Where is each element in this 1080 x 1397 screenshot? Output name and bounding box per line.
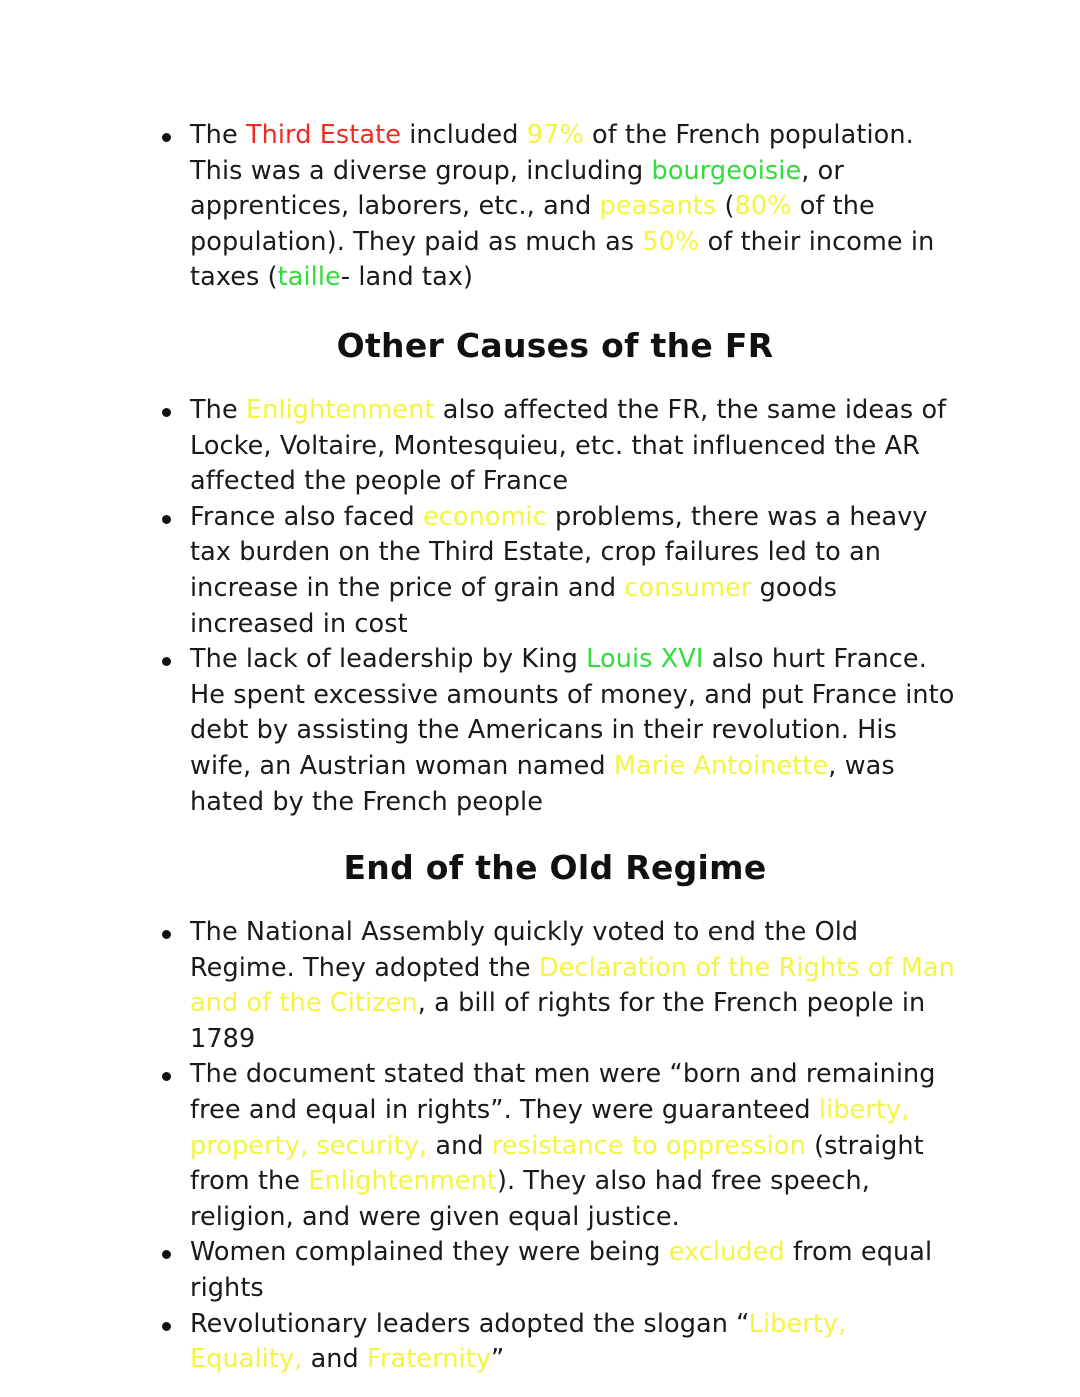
highlight-run-yellow: Enlightenment	[245, 394, 435, 425]
text-run: also hurt France. He spent excessive amounts of money, and put France into debt by assisting the Americans in their revolution. His wife, an Austrian woman named	[190, 644, 955, 781]
spacer	[150, 296, 960, 326]
text-run: The	[190, 120, 246, 150]
text-run: and	[427, 1130, 492, 1161]
highlight-run-yellow: economic	[423, 501, 547, 532]
notes-content	[150, 118, 960, 1378]
bullet-item-national-assembly	[150, 915, 960, 1057]
text-run: included	[401, 120, 527, 150]
highlight-run-red: Third Estate	[245, 120, 401, 150]
text-run: The	[190, 394, 246, 425]
text-run: ”	[491, 1344, 505, 1375]
highlight-run-yellow: peasants	[599, 191, 717, 222]
text-run: goods increased in cost	[190, 572, 837, 639]
text-run: of the French population. This was a diverse group, including	[190, 120, 914, 186]
bullet-item-slogan	[150, 1307, 960, 1378]
text-run: of their income in taxes (	[190, 226, 935, 293]
spacer	[150, 820, 960, 848]
text-run: (	[716, 191, 735, 222]
highlight-run-yellow: 97%	[526, 120, 584, 150]
spacer	[150, 887, 960, 915]
highlight-run-yellow: Enlightenment	[308, 1166, 497, 1197]
highlight-run-green: Louis XVI	[586, 644, 704, 675]
text-run: ). They also had free speech, religion, and were given equal justice.	[190, 1166, 870, 1232]
bullet-item-document-rights	[150, 1057, 960, 1235]
highlight-run-yellow: liberty,	[818, 1095, 910, 1126]
highlight-run-yellow: Equality,	[190, 1344, 303, 1375]
text-run: , was hated by the French people	[190, 750, 895, 817]
bullet-list	[150, 118, 960, 296]
highlight-run-yellow: 80%	[734, 191, 792, 222]
text-run: of the population). They paid as much as	[190, 191, 875, 257]
text-run: also affected the FR, the same ideas of Locke, Voltaire, Montesquieu, etc. that influenced the AR affected the people of France	[190, 394, 947, 497]
highlight-run-green: bourgeoisie	[651, 155, 802, 186]
text-run: , or apprentices, laborers, etc., and	[190, 155, 844, 222]
highlight-run-yellow: Declaration of the Rights of Man and of the Citizen	[190, 952, 955, 1019]
highlight-run-yellow: property,	[190, 1130, 309, 1161]
text-run: - land tax)	[340, 262, 474, 293]
bullet-list	[150, 393, 960, 820]
text-run: and	[302, 1344, 368, 1375]
highlight-run-yellow: Marie Antoinette	[613, 750, 829, 781]
text-run: The lack of leadership by King	[190, 644, 587, 675]
text-run: Revolutionary leaders adopted the slogan “	[190, 1308, 749, 1339]
text-run: problems, there was a heavy tax burden on the Third Estate, crop failures led to an increase in the price of grain and	[190, 501, 928, 603]
bullet-item-women-excluded	[150, 1235, 960, 1306]
bullet-item-enlightenment	[150, 393, 960, 500]
text-run: The document stated that men were “born and remaining free and equal in rights”. They were guaranteed	[190, 1059, 936, 1126]
highlight-run-yellow: 50%	[642, 226, 700, 257]
text-run: The National Assembly quickly voted to end the Old Regime. They adopted the	[190, 917, 859, 983]
highlight-run-yellow: consumer	[624, 572, 752, 603]
section-heading-other-causes: Other Causes of the FR	[336, 325, 774, 365]
highlight-run-green: taille	[277, 262, 341, 293]
text-run: (straight from the	[190, 1130, 924, 1197]
highlight-run-yellow: excluded	[668, 1237, 785, 1268]
highlight-run-yellow: resistance to oppression	[491, 1130, 806, 1161]
text-run: Women complained they were being	[190, 1237, 669, 1268]
bullet-item-third-estate	[150, 118, 960, 296]
bullet-list	[150, 915, 960, 1378]
bullet-item-economic-problems	[150, 500, 960, 642]
text-run: , a bill of rights for the French people in 1789	[190, 988, 926, 1054]
section-heading-end-old-regime: End of the Old Regime	[343, 848, 767, 888]
highlight-run-yellow: security,	[316, 1130, 428, 1161]
highlight-run-yellow: Liberty,	[748, 1308, 847, 1339]
bullet-item-king-louis	[150, 642, 960, 820]
spacer	[150, 365, 960, 393]
text-run: France also faced	[190, 501, 424, 532]
text-run: from equal rights	[190, 1237, 933, 1304]
highlight-run-yellow: Fraternity	[367, 1344, 492, 1375]
